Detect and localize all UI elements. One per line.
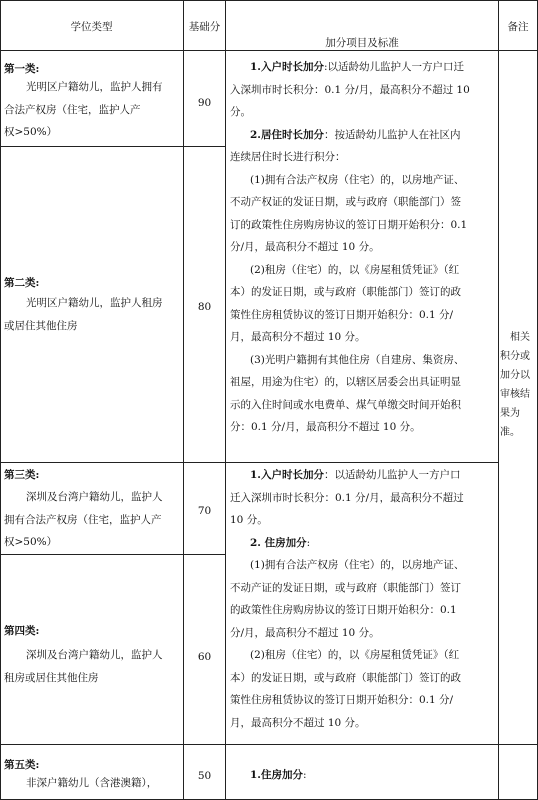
criteria-a2-title: 2.居住时长加分 [250, 128, 324, 141]
row3-line: 拥有合法产权房（住宅，监护人产 [4, 513, 162, 526]
row4-desc [4, 644, 182, 689]
criteria-a2-p2-line: 月，最高积分不超过 10 分。 [230, 331, 366, 343]
criteria-b2-colon: : [306, 536, 311, 549]
criteria-a1-line: :以适龄幼儿监护人一方户口迁 [323, 61, 465, 73]
remark-line: 审核结 [500, 389, 530, 400]
row4-score: 60 [197, 651, 212, 663]
row4-line: 深圳及台湾户籍幼儿，监护人 [26, 649, 163, 661]
row1-score: 90 [197, 97, 212, 109]
criteria-b2-p2-line: 本）的发证日期，或与政府（职能部门）签订的政 [230, 671, 461, 684]
criteria-b2-p1-line: 不动产证的发证日期，或与政府（职能部门）签订 [230, 581, 461, 594]
remark-line: 果为 [500, 408, 520, 419]
row5-title: 第五类: [4, 759, 40, 771]
row2-title: 第二类: [4, 277, 40, 289]
criteria-b2-p1-line: 的政策性住房购房协议的签订日期开始积分：0.1 [230, 604, 457, 616]
criteria-a1-line: 分。 [230, 106, 251, 118]
criteria-a1-title: 1.入户时长加分 [250, 61, 324, 73]
criteria-a2-p3-line: 示的入住时间或水电费单、煤气单缴交时间开始积 [230, 398, 461, 411]
criteria-b2-p1-line: (1)拥有合法产权房（住宅）的，以房地产证、 [250, 559, 465, 571]
criteria-b2-p2-line: (2)租房（住宅）的，以《房屋租赁凭证》（红 [250, 649, 460, 661]
criteria-a2-p1-line: 分/月，最高积分不超过 10 分。 [230, 241, 380, 253]
header-base-score: 基础分 [188, 21, 221, 33]
criteria-c1-title: 1.住房加分 [250, 769, 303, 781]
rule-r2-bottom [0, 462, 498, 463]
rule-r3-bottom [0, 554, 225, 555]
criteria-b1-line: ：以适龄幼儿监护人一方户口 [323, 469, 461, 481]
row5-score: 50 [197, 770, 212, 782]
criteria-a2-p3-line: 祖屋，用途为住宅）的，以辖区居委会出具证明显 [230, 376, 461, 388]
criteria-b1-line: 迁入深圳市时长积分：0.1 分/月，最高积分不超过 [230, 491, 464, 504]
row4-title: 第四类: [4, 625, 40, 637]
criteria-a2-p1-line: 订的政策性住房购房协议的签订日期开始积分：0.1 [230, 218, 468, 231]
criteria-block-a [230, 56, 496, 439]
criteria-a2-p3-line: 分：0.1 分/月，最高积分不超过 10 分。 [230, 421, 421, 433]
row3-title: 第三类: [4, 469, 40, 481]
criteria-block-c [230, 764, 496, 787]
criteria-a2-p1-line: 不动产权证的发证日期，或与政府（职能部门）签 [230, 196, 461, 208]
rule-r1-bottom [0, 146, 225, 147]
criteria-a2-line: ：按适龄幼儿监护人在社区内 [323, 128, 461, 141]
rule-top [0, 0, 538, 1]
rule-col2 [225, 0, 226, 800]
rule-col3 [498, 0, 499, 800]
header-degree-type: 学位类型 [70, 21, 113, 33]
row3-line: 权>50%） [4, 536, 58, 548]
header-criteria: 加分项目及标准 [325, 37, 399, 49]
row3-line: 深圳及台湾户籍幼儿，监护人 [26, 491, 163, 503]
remark-line: 积分或 [500, 351, 530, 362]
criteria-b2-p2-line: 策性住房租赁协议的签订日期开始积分：0.1 分/ [230, 694, 454, 706]
criteria-b2-title: 2. 住房加分 [250, 536, 307, 549]
criteria-a2-p2-line: 策性住房租赁协议的签订日期开始积分：0.1 分/ [230, 308, 454, 321]
row2-line: 光明区户籍幼儿，监护人租房 [26, 297, 163, 309]
remark-note [500, 328, 536, 442]
criteria-c1-colon: : [302, 769, 307, 781]
criteria-b1-line: 10 分。 [230, 514, 268, 526]
remark-line: 准。 [500, 427, 520, 438]
row2-score: 80 [197, 301, 212, 313]
rule-header-bottom [0, 50, 538, 51]
remark-line: 加分以 [500, 370, 530, 381]
criteria-a2-p2-line: (2)租房（住宅）的，以《房屋租赁凭证》（红 [250, 263, 460, 276]
row3-score: 70 [197, 505, 212, 517]
header-remark: 备注 [507, 21, 529, 33]
row1-title: 第一类: [4, 63, 40, 75]
criteria-b2-p1-line: 分/月，最高积分不超过 10 分。 [230, 626, 380, 639]
criteria-a1-line: 入深圳市时长积分：0.1 分/月，最高积分不超过 10 [230, 83, 470, 96]
row1-line: 光明区户籍幼儿，监护人拥有 [26, 81, 163, 93]
criteria-a2-p1-line: (1)拥有合法产权房（住宅）的，以房地产证、 [250, 173, 465, 186]
row2-line: 或居住其他住房 [4, 319, 78, 332]
remark-line: 相关 [510, 332, 530, 343]
criteria-block-b [230, 464, 496, 734]
row1-line: 合法产权房（住宅，监护人产 [4, 103, 141, 116]
criteria-b2-p2-line: 月，最高积分不超过 10 分。 [230, 716, 366, 729]
criteria-a2-p3-line: (3)光明户籍拥有其他住房（自建房、集资房、 [250, 353, 465, 366]
row2-desc [4, 292, 180, 337]
rule-left [0, 0, 1, 800]
criteria-b1-title: 1.入户时长加分 [250, 469, 324, 481]
row1-line: 权>50%） [4, 126, 58, 138]
rule-r4-bottom [0, 744, 538, 745]
row4-line: 租房或居住其他住房 [4, 671, 99, 684]
row5-line: 非深户籍幼儿（含港澳籍）， [26, 777, 158, 789]
rule-col1 [183, 0, 184, 800]
criteria-a2-p2-line: 本）的发证日期，或与政府（职能部门）签订的政 [230, 286, 461, 298]
row1-desc [4, 76, 180, 144]
criteria-a2-line: 连续居住时长进行积分： [230, 151, 346, 163]
row5-desc [4, 772, 182, 795]
row3-desc [4, 486, 182, 554]
